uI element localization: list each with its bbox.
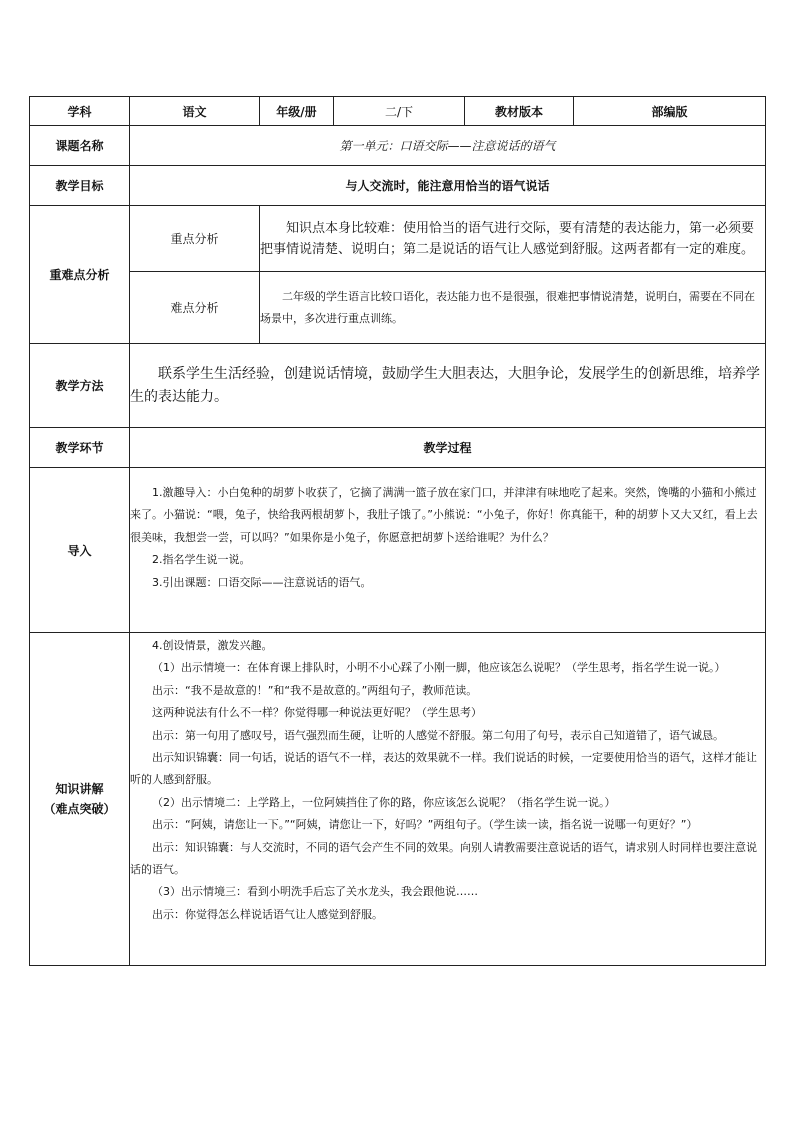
header-row — [30, 97, 766, 126]
knowledge-content — [130, 633, 766, 966]
intro-content — [130, 468, 766, 633]
knowledge-line: 出示：知识锦囊：与人交流时，不同的语气会产生不同的效果。向别人请教需要注意说话的语气，请求别人时同样也要注意说话的语气。 — [130, 840, 757, 877]
knowledge-row — [30, 633, 766, 966]
subject-label: 学科 — [30, 97, 130, 126]
knowledge-line: 出示：“阿姨，请您让一下。”“阿姨，请您让一下，好吗？”两组句子。（学生读一读，指名说一说哪一句更好？”） — [152, 818, 698, 832]
knowledge-line: （2）出示情境二：上学路上，一位阿姨挡住了你的路，你应该怎么说呢？（指名学生说一说。） — [152, 795, 616, 809]
lesson-title: 第一单元：口语交际——注意说话的语气 — [130, 126, 766, 166]
knowledge-label-line1: 知识讲解 — [55, 782, 104, 796]
key-analysis-row — [30, 206, 766, 272]
stage-label: 教学环节 — [30, 428, 130, 468]
goal-text: 与人交流时，能注意用恰当的语气说话 — [130, 166, 766, 206]
intro-paragraph: 2.指名学生说一说。 — [152, 553, 251, 567]
lesson-row — [30, 126, 766, 166]
knowledge-line: 出示知识锦囊：同一句话，说话的语气不一样，表达的效果就不一样。我们说话的时候，一定要使用恰当的语气，这样才能让听的人感到舒服。 — [130, 751, 757, 787]
knowledge-line: 出示：你觉得怎么样说话语气让人感觉到舒服。 — [152, 907, 383, 921]
grade-label: 年级/册 — [260, 97, 334, 126]
knowledge-line: 这两种说法有什么不一样？你觉得哪一种说法更好呢？（学生思考） — [152, 706, 482, 720]
lesson-label: 课题名称 — [30, 126, 130, 166]
knowledge-line: （3）出示情境三：看到小明洗手后忘了关水龙头，我会跟他说…… — [152, 885, 478, 899]
process-header-row — [30, 428, 766, 468]
key-analysis-text: 知识点本身比较难：使用恰当的语气进行交际，要有清楚的表达能力，第一必须要把事情说清楚、说明白；第二是说话的语气让人感觉到舒服。这两者都有一定的难度。 — [260, 206, 766, 272]
knowledge-line: 出示：第一句用了感叹号，语气强烈而生硬，让听的人感觉不舒服。第二句用了句号，表示自己知道错了，语气诚恳。 — [152, 728, 724, 742]
method-text: 联系学生生活经验，创建说话情境，鼓励学生大胆表达，大胆争论，发展学生的创新思维，培养学生的表达能力。 — [130, 344, 766, 428]
knowledge-line: （1）出示情境一：在体育课上排队时，小明不小心踩了小刚一脚，他应该怎么说呢？（学生思考，指名学生说一说。） — [152, 661, 726, 675]
edition-value: 部编版 — [574, 97, 766, 126]
hard-analysis-label: 难点分析 — [130, 272, 260, 344]
method-row — [30, 344, 766, 428]
knowledge-line: 出示：“我不是故意的！”和“我不是故意的。”两组句子，教师范读。 — [152, 683, 478, 697]
subject-value: 语文 — [130, 97, 260, 126]
grade-value: 二/下 — [334, 97, 465, 126]
goal-row — [30, 166, 766, 206]
edition-label: 教材版本 — [465, 97, 574, 126]
lesson-plan-table — [29, 96, 766, 966]
knowledge-label-line2: （难点突破） — [43, 802, 116, 816]
key-analysis-label: 重点分析 — [130, 206, 260, 272]
intro-row — [30, 468, 766, 633]
intro-label: 导入 — [30, 468, 130, 633]
knowledge-line: 4.创设情景，激发兴趣。 — [152, 639, 273, 652]
hard-analysis-row — [30, 272, 766, 344]
analysis-label: 重难点分析 — [30, 206, 130, 344]
knowledge-label — [30, 633, 130, 966]
hard-analysis-text: 二年级的学生语言比较口语化，表达能力也不是很强，很难把事情说清楚，说明白，需要在不同在场景中，多次进行重点训练。 — [260, 272, 766, 344]
process-label: 教学过程 — [130, 428, 766, 468]
intro-paragraph: 1.激趣导入：小白兔种的胡萝卜收获了，它摘了满满一篮子放在家门口，并津津有味地吃了起来。突然，馋嘴的小猫和小熊过来了。小猫说：“喂，兔子，快给我两根胡萝卜，我肚子饿了。”小熊说：“小兔子，你好！你真能干，种的胡萝卜又大又红，看上去很美味，我想尝一尝，可以吗？”如果你是小兔子，你愿意把胡萝卜送给谁呢？为什么？ — [130, 486, 758, 544]
intro-paragraph: 3.引出课题：口语交际——注意说话的语气。 — [152, 575, 372, 589]
method-label: 教学方法 — [30, 344, 130, 428]
goal-label: 教学目标 — [30, 166, 130, 206]
